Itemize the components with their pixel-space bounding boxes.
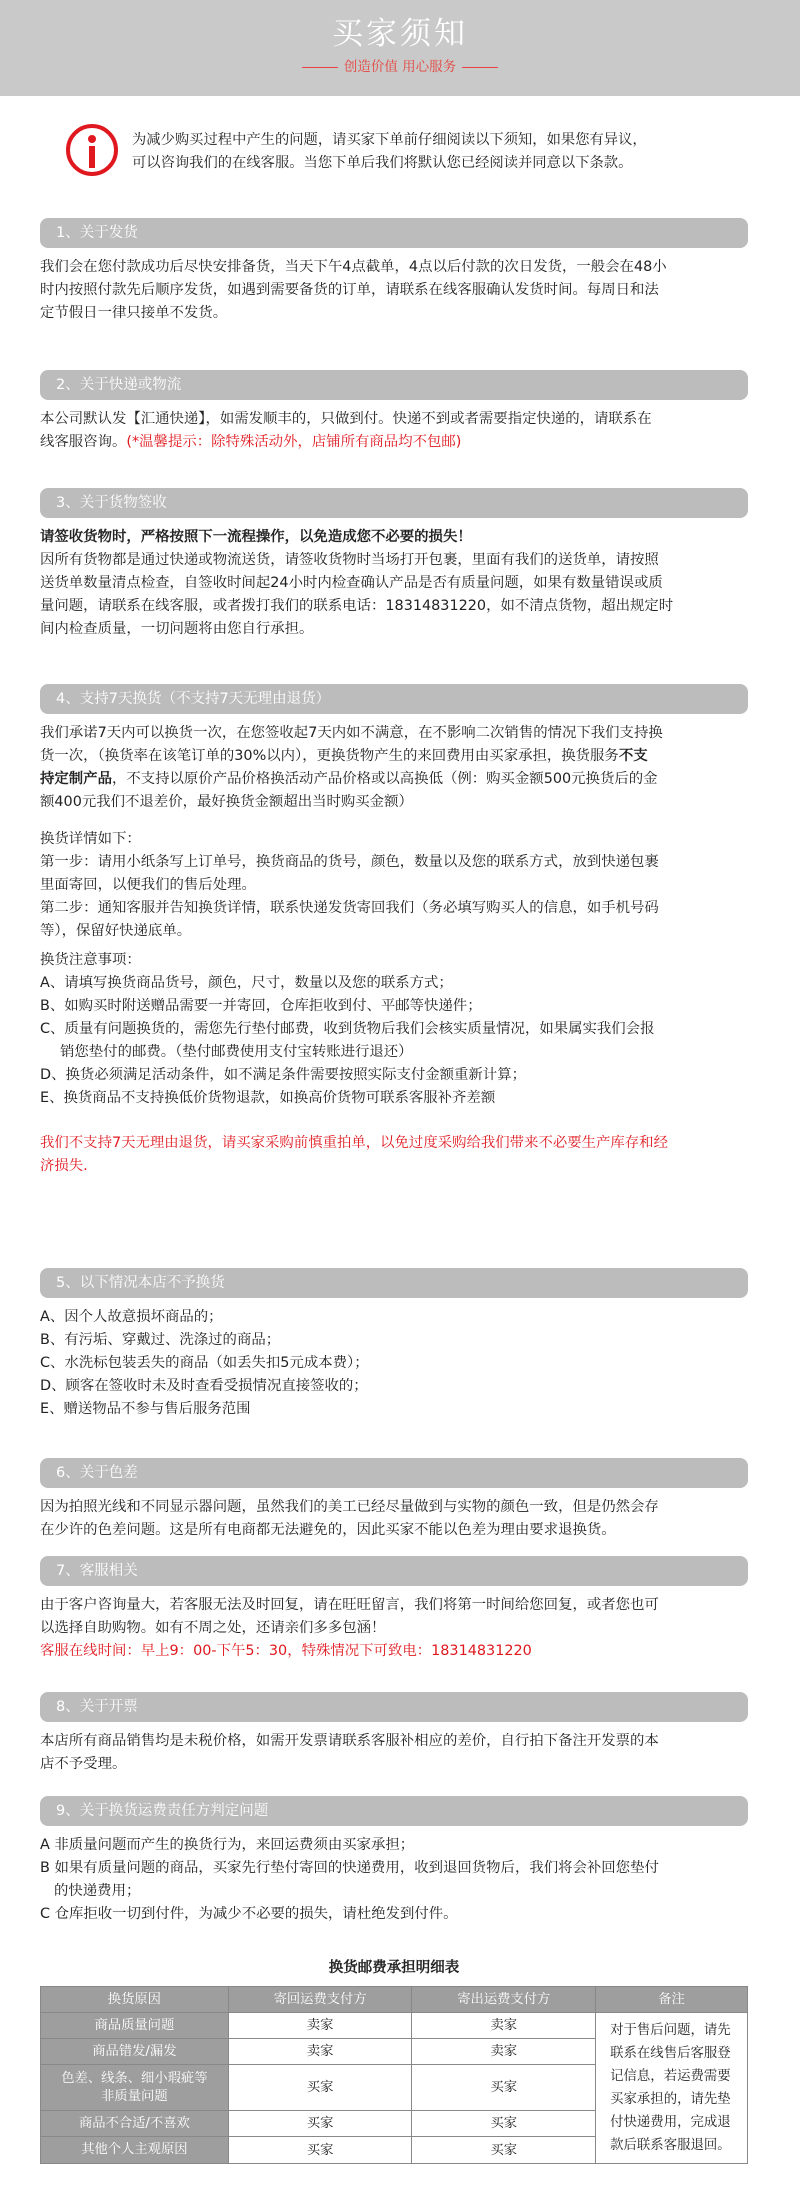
- section-exchange: [40, 684, 748, 1178]
- column-header: 寄出运费支付方: [412, 1987, 596, 2013]
- text-line: 额400元我们不退差价，最好换货金额超出当时购买金额）: [40, 794, 413, 810]
- send-payer: 买家: [412, 2065, 596, 2111]
- section-receipt: [40, 488, 748, 641]
- text-line: 本店所有商品销售均是未税价格，如需开发票请联系客服补相应的差价，自行拍下备注开发票的本: [40, 1733, 659, 1749]
- section-body: [40, 400, 748, 454]
- text-line: 因为拍照光线和不同显示器问题，虽然我们的美工已经尽量做到与实物的颜色一致，但是仍然会存: [40, 1499, 659, 1515]
- list-item: E、赠送物品不参与售后服务范围: [40, 1401, 251, 1417]
- list-item: E、换货商品不支持换低价货物退款，如换高价货物可联系客服补齐差额: [40, 1090, 496, 1106]
- section-body: [40, 518, 748, 641]
- no-return-notice: 我们不支持7天无理由退货，请买家采购前慎重拍单，以免过度采购给我们带来不必要生产库存和经: [40, 1135, 668, 1151]
- section-header: 7、客服相关: [40, 1556, 748, 1586]
- section-header: 8、关于开票: [40, 1692, 748, 1722]
- text-line: 由于客户咨询量大，若客服无法及时回复，请在旺旺留言，我们将第一时间给您回复，或者您也可: [40, 1597, 659, 1613]
- text-span: 线客服咨询。: [40, 434, 127, 450]
- section-header: 9、关于换货运费责任方判定问题: [40, 1796, 748, 1826]
- section-color-difference: [40, 1458, 748, 1542]
- section-freight-responsibility: [40, 1796, 748, 1926]
- subheading: 换货详情如下：: [40, 831, 141, 847]
- subtitle-dash-left: [302, 67, 338, 68]
- section-header: 1、关于发货: [40, 218, 748, 248]
- row-label: 商品错发/漏发: [41, 2039, 229, 2065]
- text-line: 送货单数量清点检查，自签收时间起24小时内检查确认产品是否有质量问题，如果有数量错误或质: [40, 575, 663, 591]
- banner-title: 买家须知: [332, 16, 468, 52]
- subtitle-dash-right: [462, 67, 498, 68]
- text-line: 本公司默认发【汇通快递】，如需发顺丰的，只做到付。快递不到或者需要指定快递的，请联系在: [40, 411, 652, 427]
- text-line: 店不予受理。: [40, 1756, 127, 1772]
- info-icon-dot: [88, 135, 96, 143]
- list-item: D、换货必须满足活动条件，如不满足条件需要按照实际支付金额重新计算；: [40, 1067, 526, 1083]
- text-line: 定节假日一律只接单不发货。: [40, 305, 228, 321]
- intro-notice: [0, 120, 800, 212]
- send-payer: 买家: [412, 2137, 596, 2164]
- return-payer: 卖家: [228, 2039, 412, 2065]
- section-header: 2、关于快递或物流: [40, 370, 748, 400]
- return-payer: 买家: [228, 2111, 412, 2137]
- row-label: 色差、线条、细小瑕疵等非质量问题: [41, 2065, 229, 2111]
- text-line: [40, 745, 748, 768]
- section-body: [40, 1826, 748, 1926]
- list-item: B、有污垢、穿戴过、洗涤过的商品；: [40, 1332, 281, 1348]
- table-row: [41, 2013, 748, 2039]
- section-body: [40, 714, 748, 1178]
- section-header: 6、关于色差: [40, 1458, 748, 1488]
- section-body: [40, 1298, 748, 1421]
- text-line: 因所有货物都是通过快递或物流送货，请签收货物时当场打开包裹，里面有我们的送货单，请按照: [40, 552, 659, 568]
- shipping-tip: (*温馨提示：除特殊活动外，店铺所有商品均不包邮): [126, 434, 462, 450]
- list-item: 的快递费用；: [54, 1883, 141, 1899]
- warning-line: 请签收货物时，严格按照下一流程操作，以免造成您不必要的损失！: [40, 529, 472, 545]
- text-line: 间内检查质量，一切问题将由您自行承担。: [40, 621, 314, 637]
- row-label: 其他个人主观原因: [41, 2137, 229, 2164]
- list-item: A 非质量问题而产生的换货行为，来回运费须由买家承担；: [40, 1837, 415, 1853]
- text-line: 里面寄回，以便我们的售后处理。: [40, 877, 256, 893]
- intro-line: 可以咨询我们的在线客服。当您下单后我们将默认您已经阅读并同意以下条款。: [132, 155, 633, 171]
- section-body: [40, 248, 748, 325]
- send-payer: 卖家: [412, 2039, 596, 2065]
- text-line: 等），保留好快递底单。: [40, 923, 192, 939]
- return-payer: 买家: [228, 2065, 412, 2111]
- list-item: D、顾客在签收时未及时查看受损情况直接签收的；: [40, 1378, 368, 1394]
- intro-line: 为减少购买过程中产生的问题，请买家下单前仔细阅读以下须知，如果您有异议，: [132, 132, 647, 148]
- text-line: [40, 431, 748, 454]
- text-line: 第二步：通知客服并告知换货详情，联系快递发货寄回我们（务必填写购买人的信息，如手机号码: [40, 900, 659, 916]
- text-bold: 持定制产品: [40, 771, 112, 787]
- return-payer: 买家: [228, 2137, 412, 2164]
- service-hours: 客服在线时间：早上9：00-下午5：30，特殊情况下可致电：18314831220: [40, 1643, 532, 1659]
- info-icon: [66, 124, 118, 176]
- section-shipping: [40, 218, 748, 325]
- column-header: 寄回运费支付方: [228, 1987, 412, 2013]
- no-return-notice: 济损失.: [40, 1158, 88, 1174]
- spacer: [40, 1110, 748, 1132]
- section-no-exchange: [40, 1268, 748, 1421]
- text-line: 我们会在您付款成功后尽快安排备货，当天下午4点截单，4点以后付款的次日发货，一般会在48小: [40, 259, 667, 275]
- section-body: [40, 1488, 748, 1542]
- section-body: [40, 1586, 748, 1663]
- list-item: C、质量有问题换货的，需您先行垫付邮费，收到货物后我们会核实质量情况，如果属实我们会报: [40, 1021, 655, 1037]
- list-item: A、请填写换货商品货号，颜色，尺寸，数量以及您的联系方式；: [40, 975, 453, 991]
- subheading: 换货注意事项：: [40, 952, 141, 968]
- text-line: 量问题，请联系在线客服，或者拨打我们的联系电话：18314831220，如不清点货物，超出规定时: [40, 598, 674, 614]
- spacer: [40, 814, 748, 828]
- row-label: 商品质量问题: [41, 2013, 229, 2039]
- list-item: 销您垫付的邮费。（垫付邮费使用支付宝转账进行退还）: [60, 1044, 413, 1060]
- text-span: ，不支持以原价产品价格换活动产品价格或以高换低（例：购买金额500元换货后的金: [111, 771, 658, 787]
- section-header: 4、支持7天换货（不支持7天无理由退货）: [40, 684, 748, 714]
- send-payer: 买家: [412, 2111, 596, 2137]
- banner-subtitle: [0, 59, 800, 75]
- table-header-row: [41, 1987, 748, 2013]
- text-line: 我们承诺7天内可以换货一次，在您签收起7天内如不满意，在不影响二次销售的情况下我们支持换: [40, 725, 663, 741]
- list-item: B 如果有质量问题的商品，买家先行垫付寄回的快递费用，收到退回货物后，我们将会补回您垫付: [40, 1860, 659, 1876]
- list-item: A、因个人故意损坏商品的；: [40, 1309, 223, 1325]
- info-icon-bar: [89, 146, 95, 168]
- section-customer-service: [40, 1556, 748, 1663]
- section-invoice: [40, 1692, 748, 1776]
- subtitle-text: 创造价值 用心服务: [343, 59, 457, 75]
- text-line: 时内按照付款先后顺序发货，如遇到需要备货的订单，请联系在线客服确认发货时间。每周日和法: [40, 282, 659, 298]
- list-item: C 仓库拒收一切到付件，为减少不必要的损失，请杜绝发到付件。: [40, 1906, 458, 1922]
- fee-table: [40, 1986, 748, 2164]
- text-bold: 不支: [618, 748, 648, 764]
- column-header: 换货原因: [41, 1987, 229, 2013]
- section-courier: [40, 370, 748, 454]
- send-payer: 卖家: [412, 2013, 596, 2039]
- section-body: [40, 1722, 748, 1776]
- text-line: 在少许的色差问题。这是所有电商都无法避免的，因此买家不能以色差为理由要求退换货。: [40, 1522, 616, 1538]
- top-banner: [0, 0, 800, 96]
- text-line: 以选择自助购物。如有不周之处，还请亲们多多包涵！: [40, 1620, 386, 1636]
- text-line: 第一步：请用小纸条写上订单号，换货商品的货号，颜色，数量以及您的联系方式，放到快递包裹: [40, 854, 659, 870]
- text-span: 货一次，（换货率在该笔订单的30%以内），更换货物产生的来回费用由买家承担，换货服务: [40, 748, 619, 764]
- row-label: 商品不合适/不喜欢: [41, 2111, 229, 2137]
- list-item: C、水洗标包装丢失的商品（如丢失扣5元成本费）；: [40, 1355, 369, 1371]
- list-item: B、如购买时附送赠品需要一并寄回，仓库拒收到付、平邮等快递件；: [40, 998, 482, 1014]
- section-header: 3、关于货物签收: [40, 488, 748, 518]
- section-header: 5、以下情况本店不予换货: [40, 1268, 748, 1298]
- table-note: 对于售后问题，请先联系在线售后客服登记信息，若运费需要买家承担的，请先垫付快递费用，完成退款后联系客服退回。: [596, 2013, 748, 2164]
- column-header: 备注: [596, 1987, 748, 2013]
- return-payer: 卖家: [228, 2013, 412, 2039]
- fee-table-title: 换货邮费承担明细表: [328, 1960, 460, 1976]
- text-line: [40, 768, 748, 791]
